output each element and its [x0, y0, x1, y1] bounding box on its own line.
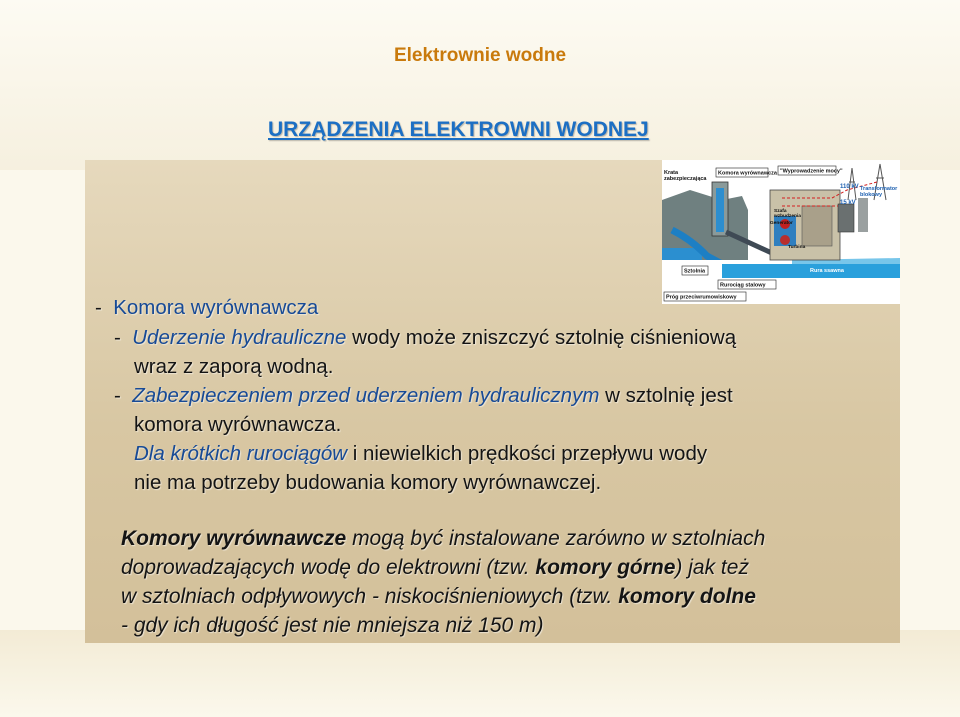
para-pre: w sztolniach odpływowych - niskociśnieniowych (tzw.: [121, 585, 619, 608]
dash: -: [114, 326, 121, 349]
term-komory-wyrownawcze: Komory wyrównawcze: [121, 527, 347, 550]
term-komory-dolne: komory dolne: [618, 585, 756, 608]
label-komora: Komora wyrównawcza: [718, 170, 777, 177]
para-komory-3: [121, 585, 756, 609]
term-komory-gorne: komory górne: [535, 556, 676, 579]
dash: -: [95, 296, 102, 319]
para-post: ) jak też: [675, 556, 749, 579]
hydro-plant-diagram: [662, 160, 900, 304]
label-prog: Próg przeciwrumowiskowy: [666, 294, 737, 301]
term-zabezpieczeniem: Zabezpieczeniem przed uderzeniem hydraulicznym: [132, 384, 600, 407]
label-wyprowadzenie: "Wyprowadzenie mocy": [780, 168, 843, 175]
para-rest: mogą być instalowane zarówno w sztolniach: [346, 527, 766, 550]
line-zabezpieczeniem: [114, 384, 733, 408]
line-komora: komora wyrównawcza.: [134, 413, 342, 436]
label-rura-ssawna: Rura ssawna: [810, 268, 844, 274]
label-generator: Generator: [770, 221, 793, 226]
slide-bottom-background: [0, 630, 960, 717]
label-szafa: Szafa: [774, 209, 787, 214]
label-15kv: 15 kV: [840, 200, 856, 206]
para-pre: doprowadzających wodę do elektrowni (tzw.: [121, 556, 536, 579]
label-110kv: 110 kV: [840, 184, 859, 190]
line-rest: wody może zniszczyć sztolnię ciśnieniową: [346, 326, 737, 349]
label-transformator: Transformator: [860, 186, 898, 192]
line-rest: w sztolnię jest: [599, 384, 733, 407]
slide-top-background: [0, 0, 960, 170]
line-rest: i niewielkich prędkości przepływu wody: [347, 442, 708, 465]
komora-heading: Komora wyrównawcza: [113, 296, 319, 319]
header-title: Elektrownie wodne: [393, 45, 567, 66]
line-uderzenie: [114, 326, 736, 350]
label-zabezpieczajaca: zabezpieczająca: [664, 176, 707, 182]
line-wraz: wraz z zaporą wodną.: [134, 355, 334, 378]
label-blokowy: blokowy: [860, 192, 883, 198]
label-rurociag: Rurociąg stalowy: [720, 282, 766, 289]
label-krata: Krata: [664, 170, 679, 176]
line-komora-heading: [95, 296, 318, 320]
para-komory-1: [121, 527, 765, 551]
line-dla-krotkich: [134, 442, 707, 466]
dash: -: [114, 384, 121, 407]
label-wzbudzenia: wzbudzenia: [774, 214, 801, 219]
para-komory-2: [121, 556, 749, 580]
label-turbina: Turbina: [788, 245, 806, 250]
label-sztolnia: Sztolnia: [684, 268, 706, 275]
para-komory-4: - gdy ich długość jest nie mniejsza niż 150 m): [121, 614, 544, 637]
term-dla-krotkich: Dla krótkich rurociągów: [134, 442, 348, 465]
term-uderzenie: Uderzenie hydrauliczne: [132, 326, 347, 349]
line-nie-ma: nie ma potrzeby budowania komory wyrównawczej.: [134, 471, 602, 494]
slide-title: URZĄDZENIA ELEKTROWNI WODNEJ: [268, 118, 649, 141]
